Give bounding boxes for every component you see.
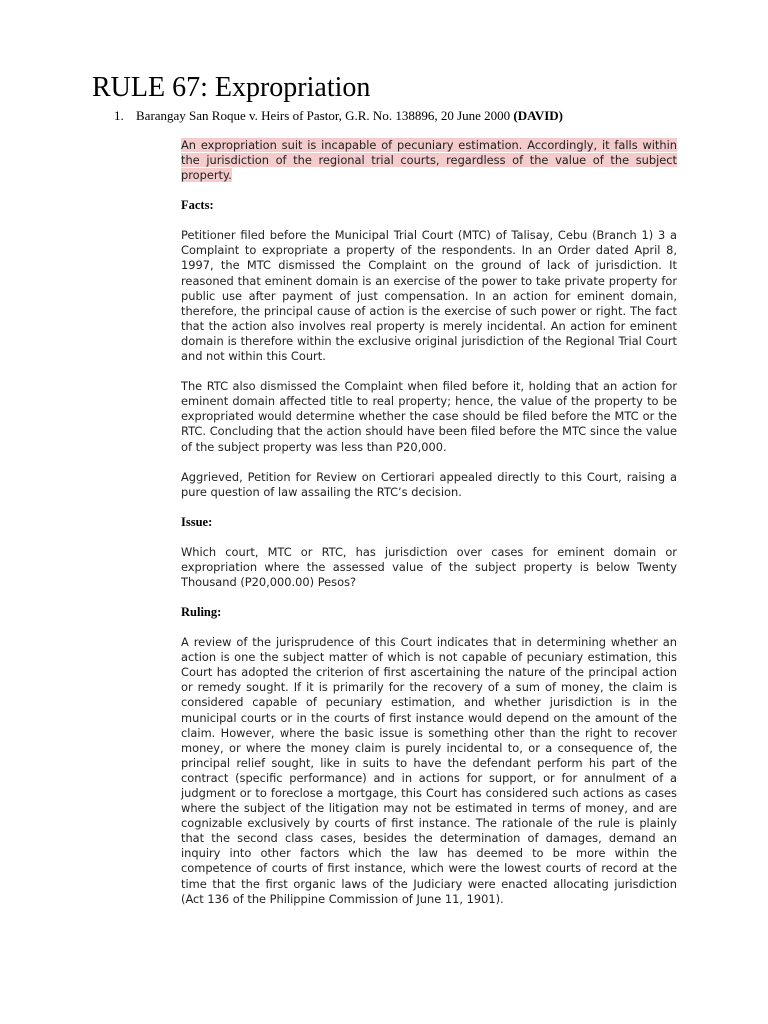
case-citation-line (114, 108, 563, 124)
case-number: 1. (114, 108, 124, 123)
ruling-paragraph: A review of the jurisprudence of this Court indicates that in determining whether an action is one the subject matter of which is not capable of pecuniary estimation, this Court has adopted the criterion of first ascertaining the nature of the principal action or remedy sought. If it is primarily for the recovery of a sum of money, the claim is considered capable of pecuniary estimation, and whether jurisdiction is in the municipal courts or in the courts of first instance would depend on the amount of the claim. However, where the basic issue is something other than the right to recover money, or where the money claim is purely incidental to, or a consequence of, the principal relief sought, like in suits to have the defendant perform his part of the contract (specific performance) and in actions for support, or for annulment of a judgment or to foreclose a mortgage, this Court has considered such actions as cases where the subject of the litigation may not be estimated in terms of money, and are cognizable exclusively by courts of first instance. The rationale of the rule is plainly that the second class cases, besides the determination of damages, demand an inquiry into other factors which the law has deemed to be more within the competence of courts of first instance, which were the lowest courts of record at the time that the first organic laws of the Judiciary were enacted allocating jurisdiction (Act 136 of the Philippine Commission of June 11, 1901). (181, 635, 677, 906)
facts-paragraph: The RTC also dismissed the Complaint when filed before it, holding that an action for eminent domain affected title to real property; hence, the value of the property to be expropriated would determine whether the case should be filed before the MTC or the RTC. Concluding that the action should have been filed before the MTC since the value of the subject property was less than P20,000. (181, 379, 677, 454)
page-title: RULE 67: Expropriation (92, 72, 371, 103)
facts-heading: Facts: (181, 198, 214, 213)
facts-paragraph: Aggrieved, Petition for Review on Certiorari appealed directly to this Court, raising a pure question of law assailing the RTC’s decision. (181, 469, 677, 499)
case-citation-text: Barangay San Roque v. Heirs of Pastor, G.R. No. 138896, 20 June 2000 (136, 108, 511, 123)
doctrine-paragraph (181, 138, 677, 183)
facts-paragraph: Petitioner filed before the Municipal Trial Court (MTC) of Talisay, Cebu (Branch 1) 3 a Complaint to expropriate a property of the respondents. In an Order dated April 8, 1997, the MTC dismissed the Complaint on the ground of lack of jurisdiction. It reasoned that eminent domain is an exercise of the power to take private property for public use after payment of just compensation. In an action for eminent domain, therefore, the principal cause of action is the exercise of such power or right. The fact that the action also involves real property is merely incidental. An action for eminent domain is therefore within the exclusive original jurisdiction of the Regional Trial Court and not within this Court. (181, 228, 677, 364)
issue-heading: Issue: (181, 514, 213, 529)
case-author: (DAVID) (513, 108, 564, 123)
case-citation (136, 108, 563, 123)
case-digest-body (181, 138, 677, 922)
ruling-heading: Ruling: (181, 605, 222, 620)
issue-paragraph: Which court, MTC or RTC, has jurisdiction over cases for eminent domain or expropriation where the assessed value of the subject property is below Twenty Thousand (P20,000.00) Pesos? (181, 544, 677, 589)
doctrine-highlight: An expropriation suit is incapable of pecuniary estimation. Accordingly, it falls within the jurisdiction of the regional trial courts, regardless of the value of the subject property. (181, 138, 677, 183)
